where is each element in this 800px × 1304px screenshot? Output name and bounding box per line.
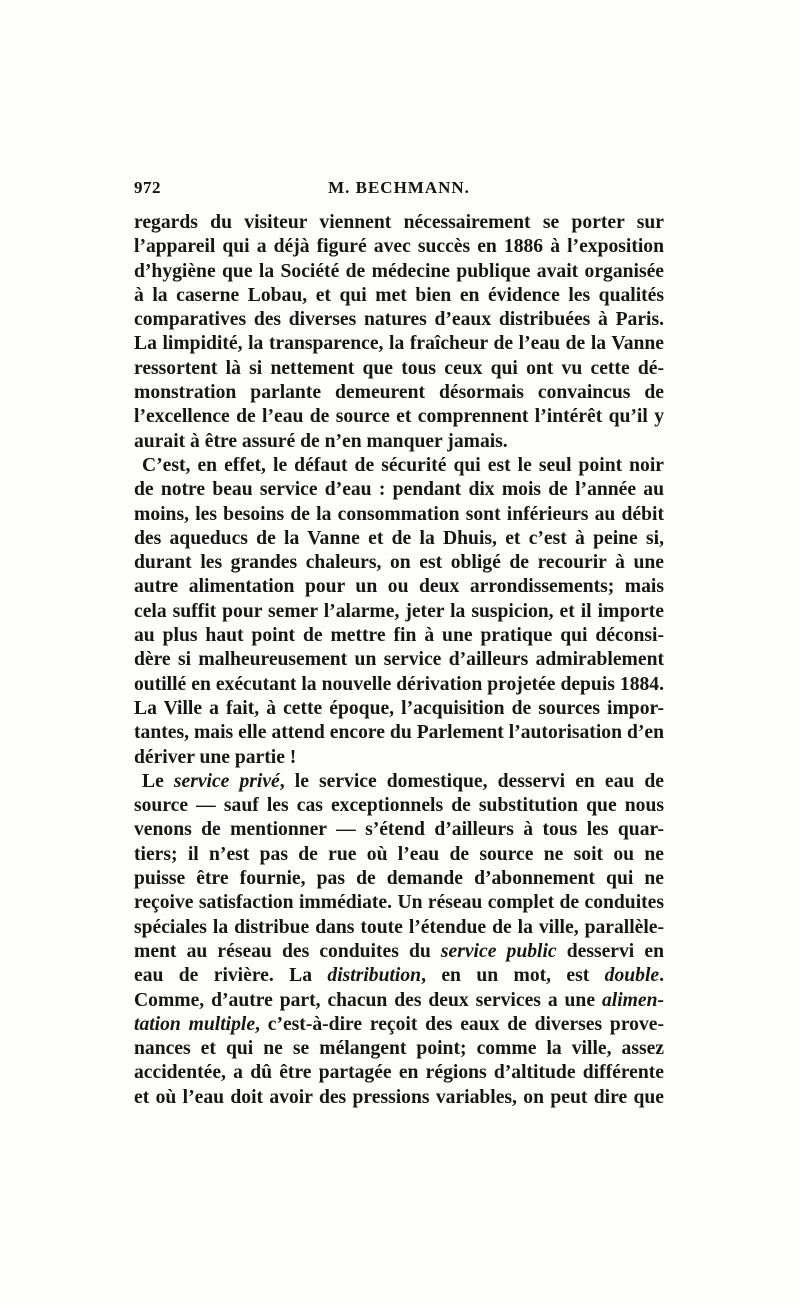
italic-phrase: distribution [327,965,422,987]
text-run: desservi en [556,940,664,962]
text-line: à la caserne Lobau, et qui met bien en évidence les qualités [134,284,664,306]
text-line: reçoive satisfaction immédiate. Un réseau complet de conduites [134,892,664,914]
text-line: spéciales la distribue dans toute l’étendue de la ville, parallèle- [134,916,664,938]
text-line: autre alimentation pour un ou deux arrondissements; mais [134,576,664,598]
text-run: , c’est-à-dire reçoit des eaux de diverses prove- [255,1013,664,1035]
text-line: outillé en exécutant la nouvelle dérivation projetée depuis 1884. [134,673,664,695]
italic-phrase: alimen- [601,989,664,1011]
text-line: et où l’eau doit avoir des pressions variables, on peut dire que [134,1086,664,1108]
running-head [134,178,664,204]
text-run: , le service domestique, desservi en eau de [279,770,664,792]
text-line: au plus haut point de mettre fin à une pratique qui déconsi- [134,625,664,647]
text-line: dère si malheureusement un service d’ailleurs admirablement [134,649,664,671]
text-line [134,964,664,988]
italic-phrase: double [604,965,660,987]
text-line: C’est, en effet, le défaut de sécurité qui est le seul point noir [142,454,664,476]
text-line: moins, les besoins de la consommation sont inférieurs au débit [134,503,664,525]
text-line: monstration parlante demeurent désormais convaincus de [134,382,664,404]
text-line: regards du visiteur viennent nécessairement se porter sur [134,212,664,233]
text-line: venons de mentionner — s’étend d’ailleurs à tous les quar- [134,819,664,841]
italic-phrase: service privé [173,770,280,792]
text-line: cela suffit pour semer l’alarme, jeter la suspicion, et il importe [134,600,664,622]
text-line [134,770,664,794]
text-line: tiers; il n’est pas de rue où l’eau de source ne soit ou ne [134,843,664,865]
italic-phrase: tation multiple [134,1013,256,1035]
text-line: l’appareil qui a déjà figuré avec succès en 1886 à l’exposition [134,236,664,258]
page-number: 972 [134,178,161,197]
text-line: accidentée, a dû être partagée en régions d’altitude différente [134,1062,664,1084]
text-line: nances et qui ne se mélangent point; comme la ville, assez [134,1038,664,1060]
text-run: , en un mot, est [421,965,605,987]
text-line: durant les grandes chaleurs, on est obligé de recourir à une [134,552,664,574]
text-run: eau de rivière. La [134,965,328,987]
text-line: d’hygiène que la Société de médecine publique avait organisée [134,260,664,282]
italic-phrase: service public [440,940,557,962]
text-line [134,940,664,964]
text-line: source — sauf les cas exceptionnels de substitution que nous [134,795,664,817]
text-line: La Ville a fait, à cette époque, l’acquisition de sources impor- [134,697,664,719]
body-text [134,211,664,1110]
text-line: dériver une partie ! [134,746,297,768]
text-line [134,989,664,1013]
text-run: ment au réseau des conduites du [134,940,441,962]
text-run: . [659,965,664,987]
text-line: puisse être fournie, pas de demande d’abonnement qui ne [134,868,664,890]
text-line: de notre beau service d’eau : pendant dix mois de l’année au [134,479,664,501]
running-head-author: M. BECHMANN. [328,178,470,197]
text-line: des aqueducs de la Vanne et de la Dhuis, et c’est à peine si, [134,527,664,549]
text-line [134,1013,664,1037]
text-line: aurait à être assuré de n’en manquer jamais. [134,430,508,452]
text-run: Comme, d’autre part, chacun des deux services a une [134,989,602,1011]
text-run: Le [142,770,174,792]
text-line: comparatives des diverses natures d’eaux distribuées à Paris. [134,309,664,331]
text-line: l’excellence de l’eau de source et comprennent l’intérêt qu’il y [134,406,664,428]
text-line: ressortent là si nettement que tous ceux qui ont vu cette dé- [134,357,664,379]
text-line: tantes, mais elle attend encore du Parlement l’autorisation d’en [134,722,664,744]
text-line: La limpidité, la transparence, la fraîcheur de l’eau de la Vanne [134,333,664,355]
